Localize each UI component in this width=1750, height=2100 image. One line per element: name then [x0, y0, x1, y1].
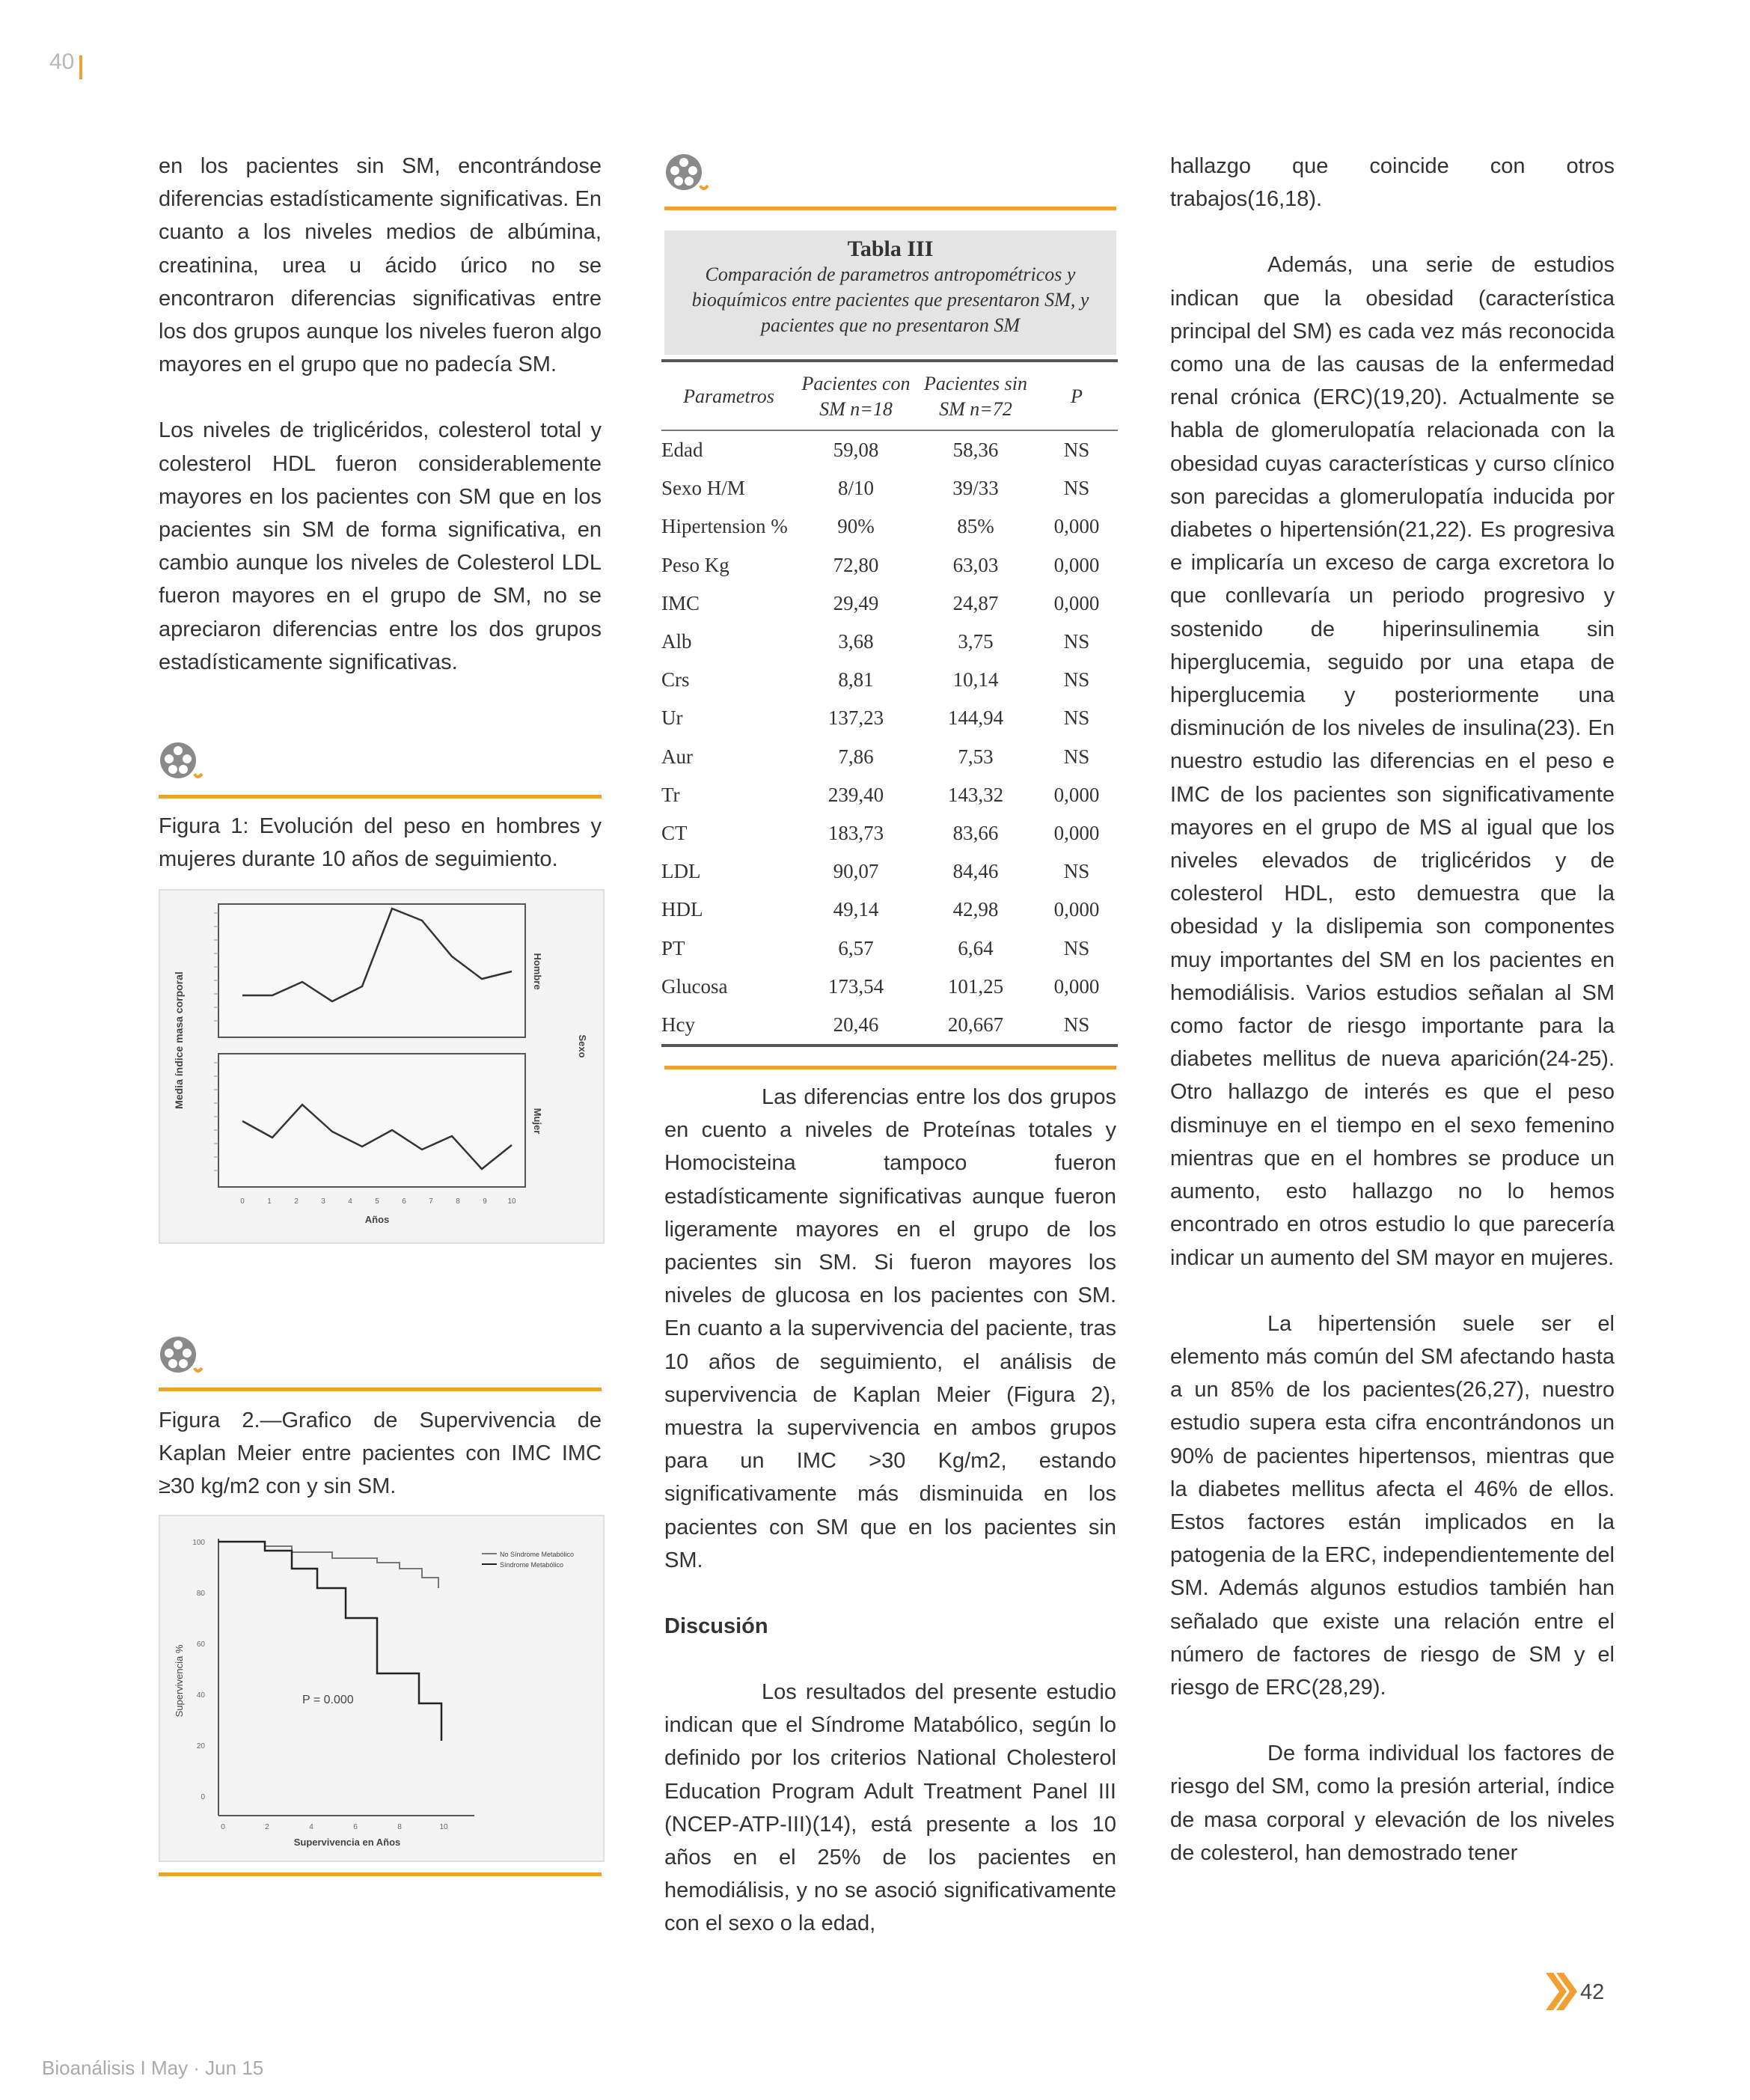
x-tick: 4 [348, 1197, 352, 1206]
table-cell: 0,000 [1053, 553, 1100, 576]
x-axis-label: Años [364, 1214, 390, 1225]
table-cell: 72,80 [833, 553, 879, 576]
table-row [661, 507, 1118, 546]
x-tick: 2 [265, 1823, 269, 1831]
column-header: Pacientes con SM n=18 [796, 361, 916, 430]
x-tick: 6 [402, 1197, 406, 1206]
film-reel-icon [159, 741, 204, 783]
table-cell: 90% [837, 515, 875, 538]
row-label: Hipertension % [661, 515, 788, 538]
accent-rule [664, 207, 1116, 210]
table-cell: 84,46 [952, 860, 999, 883]
panel-label-mujer: Mujer [532, 1108, 543, 1135]
figure-2-caption: Figura 2.—Grafico de Supervivencia de Kaplan Meier entre pacientes con IMC IMC ≥30 kg/m2 con y sin SM. [159, 1408, 602, 1498]
table-row [661, 469, 1118, 507]
figure-1-caption: Figura 1: Evolución del peso en hombres y mujeres durante 10 años de seguimiento. [159, 814, 602, 871]
table-body [661, 430, 1118, 1046]
row-label: Alb [661, 630, 692, 653]
table-cell: 101,25 [947, 974, 1004, 998]
row-label: Ur [661, 706, 683, 730]
row-label: Aur [661, 745, 693, 768]
accent-rule [159, 1388, 602, 1391]
column-1 [159, 150, 602, 679]
table-cell: 49,14 [833, 898, 879, 921]
paragraph: Además, una serie de estudios indican que la obesidad (característica principal del SM) es cada vez más reconocida como una de las causas de la enfermedad renal crónica (ERC)(19,20). Actualmente se habla de glomerulopatía relacionada con la obesidad cuyas características y curso clínico son parecidas a glomerulopatía inducida por diabetes o hipertensión(21,22). Es progresiva e implicaría un exceso de carga excretora lo que conllevaría un periodo progresivo y sostenido de hiperinsulinemia sin hiperglucemia, seguido por una etapa de hiperglucemia y posteriormente una disminución de los niveles de insulina(23). En nuestro estudio las diferencias en el peso e IMC de los pacientes son significativamente mayores en el grupo de MS al igual que los niveles elevados de triglicéridos y de colesterol HDL, esto demuestra que la obesidad y la dislipemia son componentes muy importantes del SM en los pacientes en hemodiálisis. Varios estudios señalan al SM como factor de riesgo importante para la diabetes mellitus de nueva aparición(24-25). Otro hallazgo de interés es que el peso disminuye en el tiempo en el sexo femenino mientras que en el hombres se produce un aumento, esto hallazgo no lo hemos encontrado en otros estudio lo que parecería indicar un aumento del SM mayor en mujeres. [1170, 253, 1615, 1270]
table-cell: 0,000 [1053, 515, 1100, 538]
table-cell: 0,000 [1053, 898, 1100, 921]
paragraph: Las diferencias entre los dos grupos en cuento a niveles de Proteínas totales y Homocisteina tampoco fueron estadísticamente significativas aunque fueron ligeramente mayores en el grupo de los pacientes sin SM. Si fueron mayores los niveles de glucosa en los pacientes con SM. En cuanto a la supervivencia del paciente, tras 10 años de seguimiento, el análisis de supervivencia de Kaplan Meier (Figura 2), muestra la supervivencia en ambos grupos para un IMC >30 Kg/m2, estando significativamente más disminuida en los pacientes con SM que en los pacientes sin SM. [664, 1085, 1116, 1572]
panel-top [218, 904, 525, 1037]
x-axis-label: Supervivencia en Años [293, 1837, 401, 1848]
table-cell: 144,94 [947, 706, 1004, 730]
table-cell: 239,40 [827, 783, 884, 806]
x-tick: 7 [429, 1197, 433, 1206]
y-axis-label: Supervivencia % [174, 1644, 185, 1718]
y-tick: 40 [196, 1691, 205, 1700]
y-axis-label: Media índice masa corporal [173, 971, 185, 1109]
film-reel-icon [159, 1335, 204, 1377]
row-label: Sexo H/M [661, 477, 745, 500]
x-tick: 2 [294, 1197, 299, 1206]
table-row [661, 929, 1118, 967]
y-tick-labels [192, 1539, 205, 1801]
table-cell: 85% [957, 515, 994, 538]
table-cell: 24,87 [952, 591, 999, 614]
table-cell: 6,64 [958, 936, 994, 959]
table-row [661, 968, 1118, 1006]
section-heading: Discusión [664, 1614, 768, 1639]
y-tick: 60 [196, 1640, 205, 1649]
table-row [661, 584, 1118, 623]
table-row [661, 891, 1118, 929]
table-3-header [664, 231, 1116, 355]
paragraph: De forma individual los factores de riesgo del SM, como la presión arterial, índice de masa corporal y elevación de los niveles de colesterol, han demostrado tener [1170, 1742, 1615, 1865]
x-tick: 3 [321, 1197, 325, 1206]
accent-rule [159, 795, 602, 799]
table-cell: 7,53 [958, 745, 994, 768]
legend-item: No Síndrome Metabólico [500, 1551, 575, 1558]
table-row [661, 776, 1118, 814]
row-label: Crs [661, 668, 690, 692]
table-cell: NS [1063, 439, 1090, 462]
table-cell: 90,07 [833, 860, 879, 883]
p-value-annotation: P = 0.000 [302, 1694, 354, 1706]
table-cell: 3,68 [838, 630, 874, 653]
table-cell: 173,54 [827, 974, 884, 998]
double-chevron-icon [1546, 1973, 1577, 2010]
column-2 [664, 1081, 1116, 1941]
table-cell: 59,08 [833, 439, 879, 462]
row-label: Edad [661, 439, 703, 462]
y-tick: 100 [192, 1539, 205, 1547]
table-row [661, 430, 1118, 469]
survival-curve-sm [218, 1542, 441, 1741]
table-cell: NS [1063, 745, 1090, 768]
y-tick: 20 [196, 1742, 205, 1750]
survival-curve-no-sm [218, 1542, 438, 1588]
table-cell: NS [1063, 668, 1090, 692]
accent-rule [159, 1872, 602, 1876]
table-cell: 10,14 [952, 668, 999, 692]
x-tick-labels [221, 1823, 448, 1831]
film-reel-icon [664, 153, 709, 195]
x-tick: 6 [353, 1823, 358, 1831]
legend-item: Síndrome Metabólico [500, 1561, 564, 1569]
x-tick: 10 [439, 1823, 448, 1831]
x-tick: 9 [483, 1197, 487, 1206]
row-label: Hcy [661, 1006, 796, 1046]
row-label: IMC [661, 591, 700, 614]
panel-label-hombre: Hombre [532, 953, 543, 990]
paragraph: Los resultados del presente estudio indican que el Síndrome Matabólico, según lo definido por los criterios National Cholesterol Education Program Adult Treatment Panel III (NCEP-ATP-III)(14), está presente a los 10 años en el 25% de los pacientes en hemodiálisis, y no se asoció significativamente con el sexo o la edad, [664, 1680, 1116, 1936]
x-tick: 0 [221, 1823, 225, 1831]
table-row [661, 699, 1118, 737]
footer-journal: Bioanálisis I May · Jun 15 [42, 2057, 264, 2079]
table-cell: 8,81 [838, 668, 874, 692]
figure-2 [159, 1515, 605, 1862]
x-tick: 4 [309, 1823, 313, 1831]
table-cell: NS [1063, 706, 1090, 730]
paragraph: en los pacientes sin SM, encontrándose diferencias estadísticamente significativas. En cuanto a los niveles medios de albúmina, creatinina, urea u ácido úrico no se encontraron diferencias significativas entre los dos grupos aunque los niveles fueron algo mayores en el grupo que no padecía SM. [159, 154, 602, 377]
table-cell: NS [1063, 860, 1090, 883]
group-label: Sexo [577, 1034, 588, 1058]
table-cell: 3,75 [958, 630, 994, 653]
table-cell: 0,000 [1053, 591, 1100, 614]
figure-1-chart [160, 891, 603, 1242]
x-tick: 5 [375, 1197, 379, 1206]
column-header: Parametros [661, 361, 796, 430]
page-number-bar [79, 55, 82, 79]
paragraph: Los niveles de triglicéridos, colesterol total y colesterol HDL fueron considerablemente mayores en los pacientes con SM que en los pacientes sin SM de forma significativa, en cambio aunque los niveles de Colesterol LDL fueron mayores en el grupo de SM, no se apreciaron diferencias entre los dos grupos estadísticamente significativas. [159, 418, 602, 674]
figure-1 [159, 889, 605, 1244]
table-cell: 58,36 [952, 439, 999, 462]
table-cell: 20,667 [916, 1006, 1035, 1046]
table-subtitle: Comparación de parametros antropométricos y bioquímicos entre pacientes que presentaron SM, y pacientes que no presentaron SM [691, 263, 1089, 336]
column-header: P [1035, 361, 1118, 430]
x-tick: 8 [397, 1823, 402, 1831]
table-row [661, 1006, 1118, 1046]
column-3 [1170, 150, 1615, 1869]
paragraph: La hipertensión suele ser el elemento más común del SM afectando hasta a un 85% de los pacientes(26,27), nuestro estudio supera esta cifra encontrándonos un 90% de pacientes hipertensos, mientras que la diabetes mellitus afecta el 46% de ellos. Estos factores están implicados en la patogenia de la ERC, independientemente del SM. Además algunos estudios también han señalado que existe una relación entre el número de factores de riesgo de SM y el riesgo de ERC(28,29). [1170, 1311, 1615, 1700]
table-title: Tabla III [847, 236, 934, 261]
table-cell: 0,000 [1053, 974, 1100, 998]
y-tick: 0 [201, 1793, 205, 1801]
table-row [661, 738, 1118, 776]
table-header-row [661, 361, 1118, 430]
table-cell: NS [1035, 1006, 1118, 1046]
table-cell: 8/10 [837, 477, 874, 500]
page-number-top: 40 [49, 49, 74, 75]
y-tick: 80 [196, 1590, 205, 1598]
table-cell: NS [1063, 936, 1090, 959]
row-label: HDL [661, 898, 703, 921]
table-cell: NS [1063, 630, 1090, 653]
x-tick-labels [240, 1197, 516, 1206]
row-label: PT [661, 936, 685, 959]
table-cell: 0,000 [1053, 783, 1100, 806]
table-cell: 42,98 [952, 898, 999, 921]
accent-rule [664, 1066, 1116, 1069]
table-row [661, 852, 1118, 891]
row-label: Tr [661, 783, 680, 806]
table-cell: 20,46 [796, 1006, 916, 1046]
table-cell: 7,86 [838, 745, 874, 768]
row-label: Peso Kg [661, 553, 729, 576]
figure-2-chart [160, 1516, 603, 1861]
x-tick: 0 [240, 1197, 245, 1206]
paragraph: hallazgo que coincide con otros trabajos(16,18). [1170, 154, 1615, 212]
x-tick: 8 [456, 1197, 460, 1206]
table-cell: 0,000 [1053, 821, 1100, 844]
table-cell: 143,32 [947, 783, 1004, 806]
legend [482, 1551, 574, 1569]
table-cell: 29,49 [833, 591, 879, 614]
row-label: CT [661, 821, 688, 844]
table-cell: NS [1063, 477, 1090, 500]
x-tick: 1 [267, 1197, 272, 1206]
table-row [661, 661, 1118, 699]
table-cell: 183,73 [827, 821, 884, 844]
row-label: LDL [661, 860, 701, 883]
table-cell: 83,66 [952, 821, 999, 844]
x-tick: 10 [507, 1197, 516, 1206]
table-cell: 6,57 [838, 936, 874, 959]
page-number-bottom: 42 [1580, 1980, 1605, 2004]
table-row [661, 623, 1118, 661]
table-row [661, 814, 1118, 852]
column-header: Pacientes sin SM n=72 [916, 361, 1035, 430]
table-cell: 137,23 [827, 706, 884, 730]
table-cell: 39/33 [952, 477, 999, 500]
row-label: Glucosa [661, 974, 728, 998]
table-cell: 63,03 [952, 553, 999, 576]
table-3 [661, 359, 1118, 1047]
table-row [661, 546, 1118, 584]
